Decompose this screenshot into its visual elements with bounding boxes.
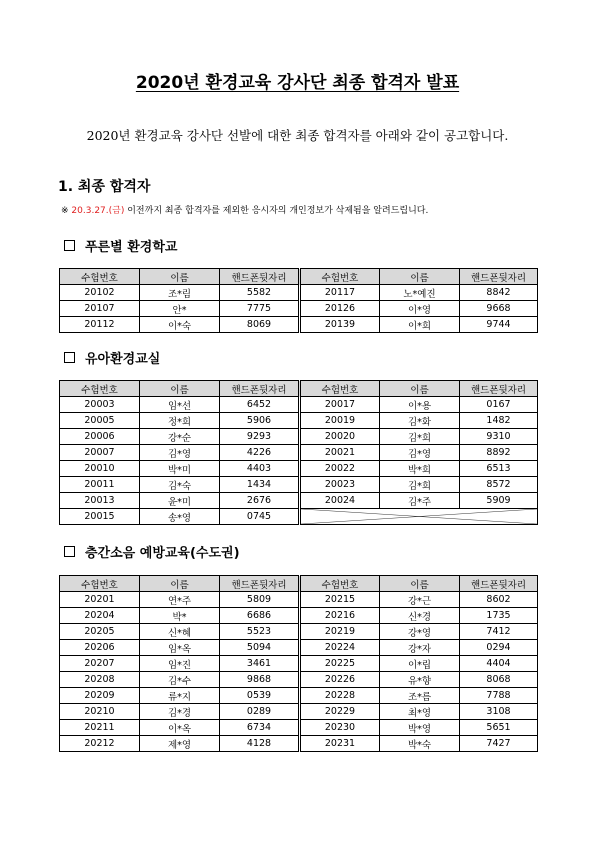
table-row [60,656,538,672]
table-cell: 20007 [60,445,140,461]
section-heading: 1. 최종 합격자 [58,179,151,195]
table-cell: 류*지 [140,688,220,704]
page-title [0,68,595,93]
column-header: 이름 [380,269,460,285]
table-row [60,397,538,413]
table-row [60,608,538,624]
table-row [60,461,538,477]
table-cell: 최*영 [380,704,460,720]
table-cell: 20219 [300,624,380,640]
table-cell: 2676 [220,493,300,509]
table-cell: 20006 [60,429,140,445]
table-cell: 1434 [220,477,300,493]
table-cell: 9868 [220,672,300,688]
column-header: 핸드폰뒷자리 [460,576,538,592]
table-cell: 1482 [460,413,538,429]
table-cell: 박*영 [380,720,460,736]
group-heading-3 [64,542,240,561]
table-cell: 이*용 [380,397,460,413]
table-cell: 20015 [60,509,140,525]
table-cell: 20215 [300,592,380,608]
table-cell: 5809 [220,592,300,608]
table-cell: 임*옥 [140,640,220,656]
table-cell: 5094 [220,640,300,656]
table-cell: 9744 [460,317,538,333]
table-cell: 6452 [220,397,300,413]
column-header: 핸드폰뒷자리 [460,269,538,285]
table-row [60,413,538,429]
table-cell: 20209 [60,688,140,704]
table-cell: 0167 [460,397,538,413]
table-cell: 박* [140,608,220,624]
table-cell: 4403 [220,461,300,477]
table-cell: 김*경 [140,704,220,720]
table-cell: 20225 [300,656,380,672]
table-cell: 6686 [220,608,300,624]
table-cell: 김*수 [140,672,220,688]
table-cell: 20011 [60,477,140,493]
table-cell: 20117 [300,285,380,301]
table-cell: 임*진 [140,656,220,672]
table-cell: 20107 [60,301,140,317]
table-cell: 신*경 [380,608,460,624]
checkbox-icon [64,240,75,251]
table-cell: 노*예진 [380,285,460,301]
table-cell: 신*혜 [140,624,220,640]
table-cell: 유*향 [380,672,460,688]
table-cell: 9310 [460,429,538,445]
table-cell: 임*선 [140,397,220,413]
table-cell: 20216 [300,608,380,624]
group-name: 유아환경교실 [85,352,161,367]
group-heading-1 [64,236,177,255]
table-header-row [60,381,538,397]
column-header: 이름 [140,269,220,285]
table-cell: 4128 [220,736,300,752]
column-header: 수험번호 [300,576,380,592]
table-cell: 20206 [60,640,140,656]
table-row [60,477,538,493]
table-cell: 20212 [60,736,140,752]
table-row [60,445,538,461]
column-header: 핸드폰뒷자리 [220,381,300,397]
table-cell: 김*희 [380,429,460,445]
table-cell: 김*영 [380,445,460,461]
intro-text: 2020년 환경교육 강사단 선발에 대한 최종 합격자를 아래와 같이 공고합니다. [86,128,509,143]
table-cell: 이*영 [380,301,460,317]
table-cell: 20226 [300,672,380,688]
table-cell: 20228 [300,688,380,704]
table-row [60,493,538,509]
group-table-3 [59,575,538,752]
table-cell: 6513 [460,461,538,477]
table-header-row [60,269,538,285]
table-cell: 4404 [460,656,538,672]
table-cell: 20126 [300,301,380,317]
table-cell: 5523 [220,624,300,640]
table-row [60,624,538,640]
table-cell: 0745 [220,509,300,525]
table-cell: 1735 [460,608,538,624]
table-cell: 이*립 [380,656,460,672]
column-header: 이름 [140,381,220,397]
table-row [60,301,538,317]
column-header: 핸드폰뒷자리 [460,381,538,397]
table-cell: 9668 [460,301,538,317]
table-cell: 3108 [460,704,538,720]
table-cell: 김*숙 [140,477,220,493]
column-header: 수험번호 [300,381,380,397]
table-cell: 김*주 [380,493,460,509]
table-cell: 20112 [60,317,140,333]
table-cell: 정*희 [140,413,220,429]
table-cell: 20102 [60,285,140,301]
table-cell: 7775 [220,301,300,317]
table-cell: 20003 [60,397,140,413]
table-row [60,429,538,445]
table-cell: 조*름 [380,688,460,704]
table-cell: 20010 [60,461,140,477]
table-cell: 20017 [300,397,380,413]
table-cell: 8602 [460,592,538,608]
table-cell: 4226 [220,445,300,461]
table-cell: 20205 [60,624,140,640]
table-cell: 송*영 [140,509,220,525]
empty-cell [300,509,538,525]
checkbox-icon [64,546,75,557]
table-cell: 9293 [220,429,300,445]
table-cell: 김*희 [380,477,460,493]
group-table-1 [59,268,538,333]
table-cell: 8068 [460,672,538,688]
column-header: 수험번호 [60,269,140,285]
table-row [60,640,538,656]
table-cell: 20231 [300,736,380,752]
table-row [60,317,538,333]
table-cell: 20022 [300,461,380,477]
group-table-2 [59,380,538,525]
table-cell: 20019 [300,413,380,429]
table-cell: 강*자 [380,640,460,656]
table-cell: 박*숙 [380,736,460,752]
table-cell: 20230 [300,720,380,736]
table-row [60,509,538,525]
column-header: 핸드폰뒷자리 [220,269,300,285]
table-cell: 20211 [60,720,140,736]
table-row [60,672,538,688]
table-cell: 제*영 [140,736,220,752]
checkbox-icon [64,352,75,363]
table-row [60,704,538,720]
table-cell: 이*희 [380,317,460,333]
notice [61,203,428,216]
group-heading-2 [64,348,160,367]
table-cell: 강*근 [380,592,460,608]
table-cell: 윤*미 [140,493,220,509]
column-header: 수험번호 [300,269,380,285]
notice-text: 이전까지 최종 합격자를 제외한 응시자의 개인정보가 삭제됨을 알려드립니다. [127,206,429,216]
table-cell: 20204 [60,608,140,624]
table-cell: 20208 [60,672,140,688]
column-header: 이름 [380,381,460,397]
table-cell: 강*순 [140,429,220,445]
table-row [60,720,538,736]
table-row [60,736,538,752]
table-cell: 0539 [220,688,300,704]
notice-date: 20.3.27.(금) [71,206,125,216]
table-cell: 5582 [220,285,300,301]
table-cell: 5906 [220,413,300,429]
table-cell: 5909 [460,493,538,509]
table-cell: 20023 [300,477,380,493]
table-cell: 7412 [460,624,538,640]
table-cell: 20229 [300,704,380,720]
table-cell: 20210 [60,704,140,720]
table-cell: 박*미 [140,461,220,477]
column-header: 이름 [140,576,220,592]
table-cell: 3461 [220,656,300,672]
table-cell: 20005 [60,413,140,429]
table-cell: 0289 [220,704,300,720]
group-name: 층간소음 예방교육(수도권) [85,546,240,561]
column-header: 이름 [380,576,460,592]
column-header: 핸드폰뒷자리 [220,576,300,592]
table-header-row [60,576,538,592]
table-cell: 김*영 [140,445,220,461]
table-cell: 이*옥 [140,720,220,736]
table-cell: 8892 [460,445,538,461]
column-header: 수험번호 [60,381,140,397]
table-cell: 20224 [300,640,380,656]
table-cell: 20021 [300,445,380,461]
table-cell: 강*영 [380,624,460,640]
group-name: 푸른별 환경학교 [85,240,178,255]
table-cell: 8842 [460,285,538,301]
table-cell: 5651 [460,720,538,736]
table-cell: 김*화 [380,413,460,429]
table-cell: 20201 [60,592,140,608]
table-cell: 이*숙 [140,317,220,333]
table-row [60,592,538,608]
table-cell: 7427 [460,736,538,752]
table-cell: 8572 [460,477,538,493]
table-cell: 박*희 [380,461,460,477]
table-cell: 20139 [300,317,380,333]
column-header: 수험번호 [60,576,140,592]
table-cell: 20207 [60,656,140,672]
table-cell: 연*주 [140,592,220,608]
notice-mark: ※ [61,206,69,216]
table-cell: 8069 [220,317,300,333]
table-cell: 20024 [300,493,380,509]
table-cell: 안* [140,301,220,317]
table-cell: 조*림 [140,285,220,301]
table-cell: 20013 [60,493,140,509]
table-cell: 7788 [460,688,538,704]
table-row [60,688,538,704]
table-cell: 6734 [220,720,300,736]
table-cell: 0294 [460,640,538,656]
page-title-text: 2020년 환경교육 강사단 최종 합격자 발표 [135,73,460,93]
table-row [60,285,538,301]
cross-out-icon [301,509,537,524]
table-cell: 20020 [300,429,380,445]
